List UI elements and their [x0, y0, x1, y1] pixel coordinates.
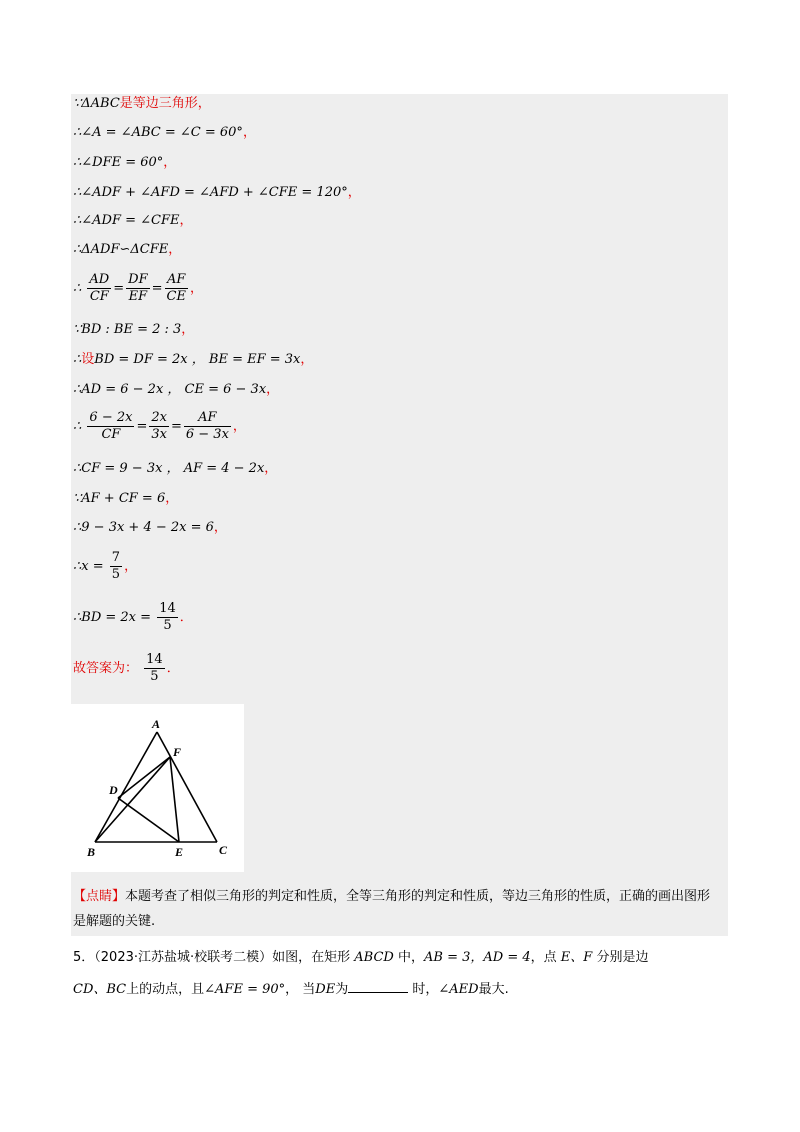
segment-df	[118, 757, 170, 798]
label-b: B	[87, 845, 96, 859]
question-5-line-1: 5．（2023·江苏盐城·校联考二模）如图，在矩形 ABCD 中，AB = 3，AD = 4，点 E、F 分别是边	[73, 950, 649, 965]
triangle-figure	[71, 704, 244, 872]
comment-tag: 【点睛】	[73, 889, 126, 904]
comment-text: 本题考查了相似三角形的判定和性质，全等三角形的判定和性质，等边三角形的性质，正确的画出图形是解题的关键.	[73, 889, 711, 929]
label-f: F	[173, 745, 182, 759]
label-e: E	[175, 845, 184, 859]
fraction: $\frac{AD}{CF}$	[89, 272, 110, 304]
fraction: $\frac{14}{5}$	[159, 601, 176, 633]
solution-line-5: ∴∠ADF = ∠CFE，	[73, 213, 193, 228]
answer-blank[interactable]	[348, 980, 408, 993]
triangle-diagram	[71, 704, 244, 872]
fraction: $\frac{2x}{3x}$	[151, 410, 167, 442]
answer-line: 故答案为： $\frac{14}{5}$ ．	[73, 652, 180, 684]
side-ac	[157, 732, 217, 842]
solution-line-3: ∴∠DFE = 60°，	[73, 155, 177, 170]
solution-line-6: ∴ΔADF∽ΔCFE，	[73, 242, 182, 257]
fraction: $\frac{6 - 2x}{CF}$	[89, 410, 133, 442]
question-5-line-2: CD、BC上的动点，且∠AFE = 90°， 当DE为 时，∠AED最大.	[73, 982, 509, 997]
solution-line-1: ∵ΔABC是等边三角形，	[73, 96, 211, 111]
solution-line-15: ∴x = $\frac{7}{5}$ ，	[73, 550, 138, 582]
solution-line-7: ∴ $\frac{AD}{CF}$ = $\frac{DF}{EF}$ = $\frac{AF}{CE}$ ，	[73, 272, 203, 304]
fraction: $\frac{7}{5}$	[111, 550, 121, 582]
comment-paragraph	[73, 884, 723, 934]
fraction: $\frac{DF}{EF}$	[128, 272, 148, 304]
solution-line-12: ∴CF = 9 − 3x ， AF = 4 − 2x，	[73, 461, 278, 476]
segment-bf	[95, 757, 170, 842]
solution-line-16: ∴BD = 2x = $\frac{14}{5}$ ．	[73, 601, 193, 633]
side-ab	[95, 732, 157, 842]
solution-line-10: ∴AD = 6 − 2x ， CE = 6 − 3x，	[73, 382, 280, 397]
answer-fraction: $\frac{14}{5}$	[146, 652, 163, 684]
solution-line-13: ∵AF + CF = 6，	[73, 491, 179, 506]
solution-line-11: ∴ $\frac{6 - 2x}{CF}$ = $\frac{2x}{3x}$ = $\frac{AF}{6 - 3x}$ ，	[73, 410, 246, 442]
label-d: D	[109, 783, 118, 797]
solution-line-2: ∴∠A = ∠ABC = ∠C = 60°，	[73, 125, 256, 140]
solution-line-9: ∴设BD = DF = 2x ， BE = EF = 3x，	[73, 352, 314, 367]
label-a: A	[152, 717, 161, 731]
solution-line-4: ∴∠ADF + ∠AFD = ∠AFD + ∠CFE = 120°，	[73, 185, 361, 200]
solution-line-14: ∴9 − 3x + 4 − 2x = 6，	[73, 520, 227, 535]
label-c: C	[219, 843, 228, 857]
fraction: $\frac{AF}{CE}$	[166, 272, 186, 304]
solution-line-8: ∵BD : BE = 2 : 3，	[73, 322, 195, 337]
fraction: $\frac{AF}{6 - 3x}$	[185, 410, 229, 442]
